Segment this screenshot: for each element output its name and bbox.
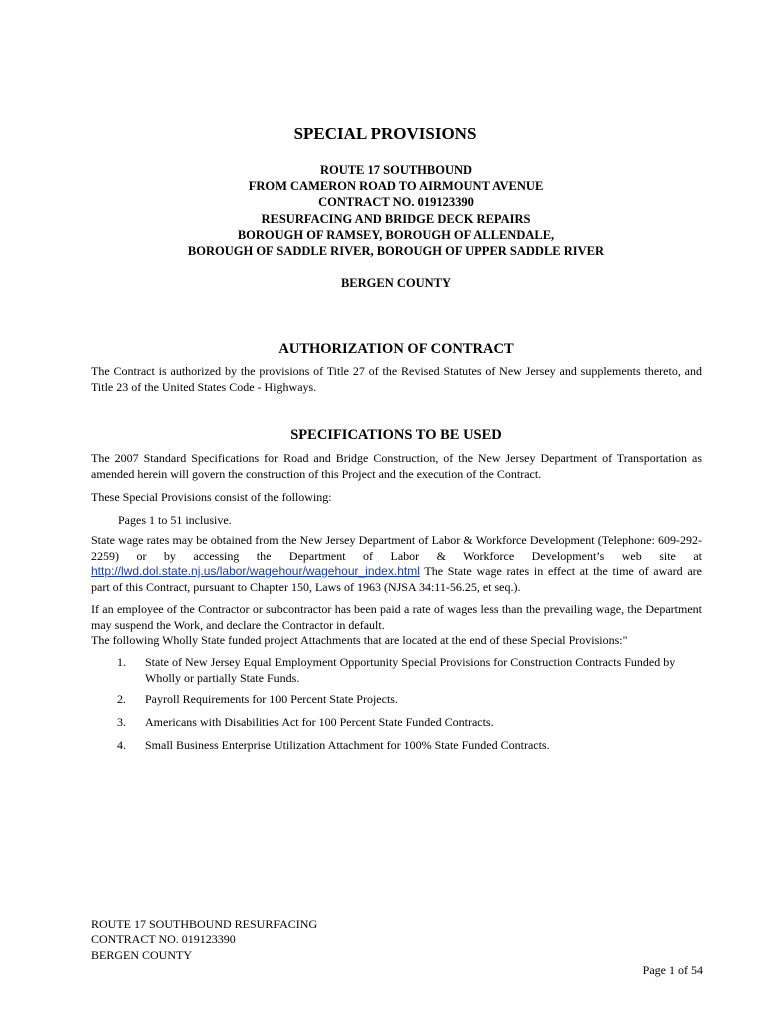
- attachments-intro: The following Wholly State funded project Attachments that are located at the end of these Special Provisions:": [91, 633, 628, 647]
- project-header: [0, 162, 770, 259]
- document-title: SPECIAL PROVISIONS: [293, 124, 477, 143]
- footer-line-contract: CONTRACT NO. 019123390: [91, 932, 236, 947]
- wage-rates-link[interactable]: http://lwd.dol.state.nj.us/labor/wagehour/wagehour_index.html: [91, 564, 420, 578]
- pages-range: Pages 1 to 51 inclusive.: [118, 513, 232, 527]
- specifications-paragraph: The 2007 Standard Specifications for Road and Bridge Construction, of the New Jersey Department of Transportation as amended herein will govern the construction of this Project and the execution of the Contract.: [91, 451, 702, 481]
- wage-rates-text-2: The State wage rates in effect at the time of award are part of this Contract, pursuant to Chapter 150, Laws of 1963 (NJSA 34:11-56.25, et seq.).: [91, 564, 702, 594]
- footer-line-county: BERGEN COUNTY: [91, 947, 192, 962]
- attachment-text: Small Business Enterprise Utilization Attachment for 100% State Funded Contracts.: [145, 738, 550, 752]
- prevailing-wage-paragraph: If an employee of the Contractor or subcontractor has been paid a rate of wages less than the prevailing wage, the Department may suspend the Work, and declare the Contractor in default.: [91, 602, 702, 632]
- header-line-route: ROUTE 17 SOUTHBOUND: [319, 163, 473, 177]
- attachment-number: 2.: [117, 692, 126, 706]
- wage-rates-paragraph: [91, 533, 702, 595]
- wage-rates-text-1: State wage rates may be obtained from the New Jersey Department of Labor & Workforce Development (Telephone: 609-292-2259) or by accessing the Department of Labor & Workforce Development’s web site at: [91, 533, 702, 563]
- section-heading-authorization: AUTHORIZATION OF CONTRACT: [278, 341, 514, 357]
- authorization-paragraph: The Contract is authorized by the provisions of Title 27 of the Revised Statutes of New Jersey and supplements thereto, and Title 23 of the United States Code - Highways.: [91, 364, 702, 394]
- header-line-boroughs-1: BOROUGH OF RAMSEY, BOROUGH OF ALLENDALE,: [237, 227, 555, 242]
- footer-line-project: ROUTE 17 SOUTHBOUND RESURFACING: [91, 917, 318, 931]
- county-heading: BERGEN COUNTY: [340, 276, 452, 290]
- attachment-number: 3.: [117, 715, 126, 729]
- header-line-limits: FROM CAMERON ROAD TO AIRMOUNT AVENUE: [248, 179, 544, 194]
- attachment-number: 1.: [117, 655, 126, 669]
- page-footer: [91, 917, 317, 963]
- page-number: Page 1 of 54: [642, 963, 703, 977]
- special-provisions-contents: These Special Provisions consist of the following:: [91, 490, 332, 504]
- attachment-number: 4.: [117, 738, 126, 752]
- attachment-text: Payroll Requirements for 100 Percent State Projects.: [145, 692, 398, 706]
- header-line-work: RESURFACING AND BRIDGE DECK REPAIRS: [261, 211, 531, 226]
- attachment-text: State of New Jersey Equal Employment Opportunity Special Provisions for Construction Contracts Funded by Wholly or partially State Funds.: [145, 655, 676, 685]
- section-heading-specifications: SPECIFICATIONS TO BE USED: [290, 427, 502, 443]
- header-line-contract: CONTRACT NO. 019123390: [318, 195, 474, 210]
- attachment-text: Americans with Disabilities Act for 100 Percent State Funded Contracts.: [145, 715, 494, 729]
- header-line-boroughs-2: BOROUGH OF SADDLE RIVER, BOROUGH OF UPPER SADDLE RIVER: [187, 244, 605, 259]
